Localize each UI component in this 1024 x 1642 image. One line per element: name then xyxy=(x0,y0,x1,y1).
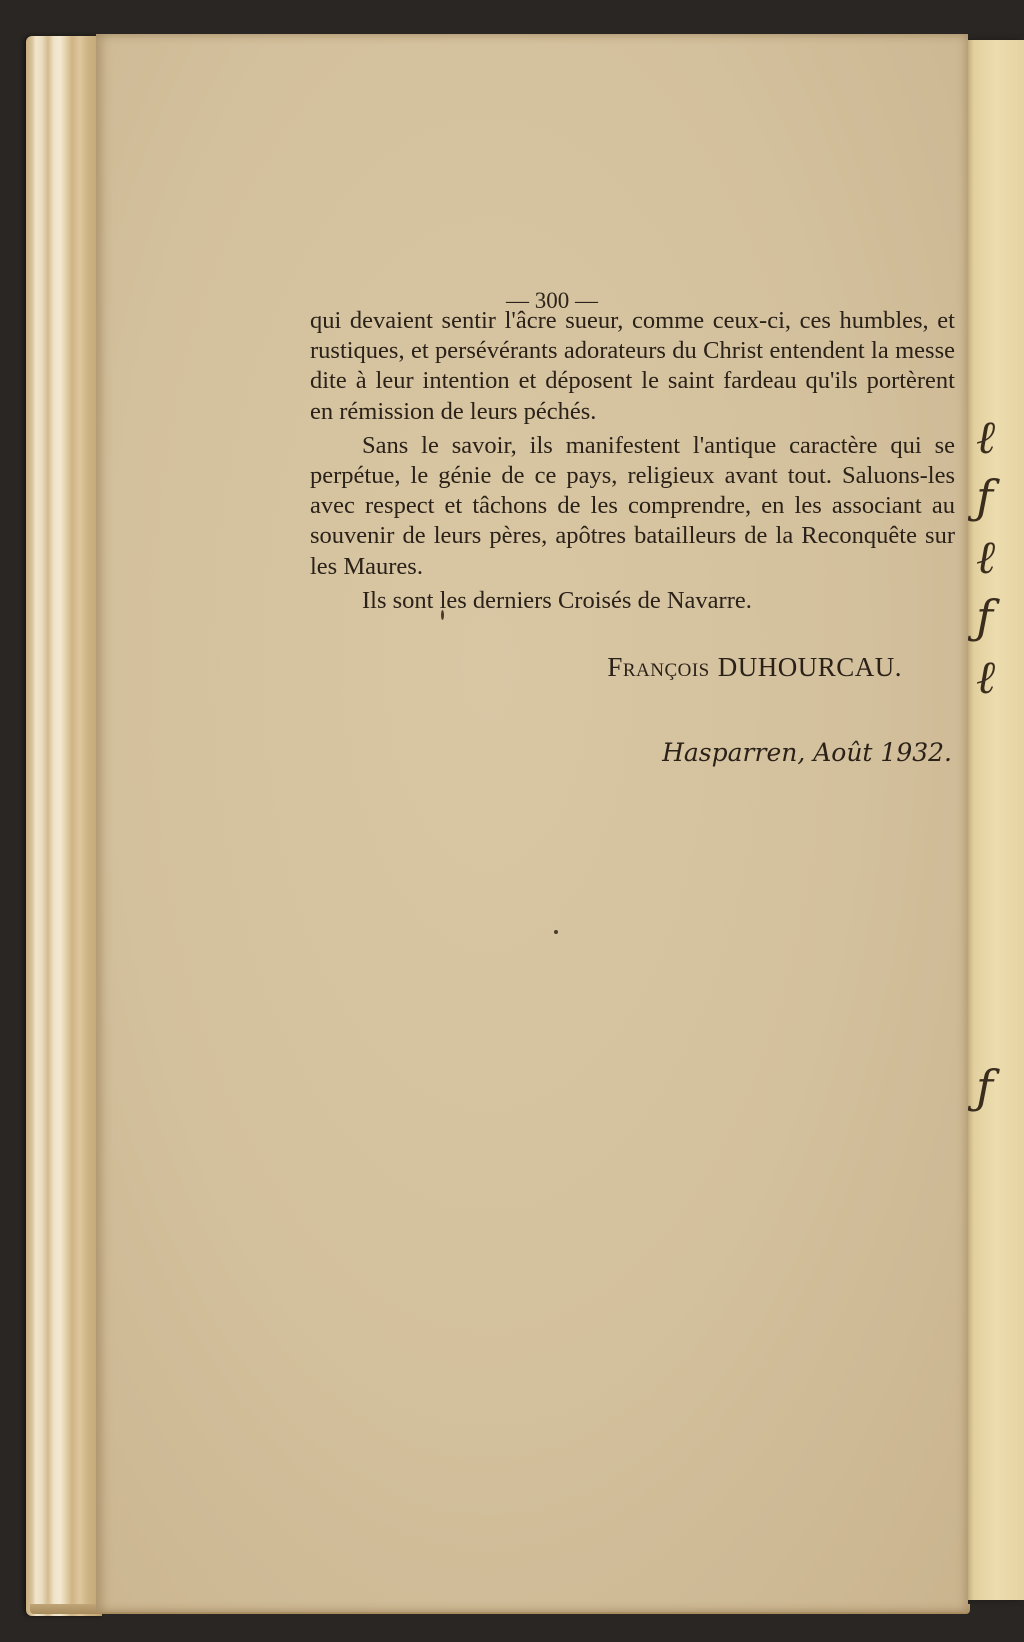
author-signature xyxy=(0,652,902,683)
author-given-name: François xyxy=(607,652,710,682)
paragraph: Sans le savoir, ils manifestent l'antique caractère qui se perpétue, le génie de ce pays, religieux avant tout. Saluons-les avec respect et tâchons de les comprendre, en les associant au souvenir de leurs pères, apôtres batailleurs de la Reconquête sur les Maures. xyxy=(310,431,955,580)
handwriting-mark: ƒ xyxy=(976,470,994,524)
page-number: — 300 — xyxy=(506,288,598,313)
next-page-edge xyxy=(966,40,1024,1600)
body-text xyxy=(310,306,955,616)
handwriting-mark: ƒ xyxy=(976,1060,994,1114)
paragraph: Ils sont les derniers Croisés de Navarre. xyxy=(362,586,752,614)
page-fore-edge xyxy=(26,36,102,1616)
book-page xyxy=(96,34,968,1612)
author-surname: DUHOURCAU. xyxy=(717,652,902,682)
handwriting-mark: ƒ xyxy=(976,590,994,644)
place-date: Hasparren, Août 1932. xyxy=(662,738,952,767)
handwriting-mark: ℓ xyxy=(976,410,996,464)
handwriting-mark: ℓ xyxy=(976,530,996,584)
paper-speck xyxy=(554,930,558,934)
paragraph: qui devaient sentir l'âcre sueur, comme ceux-ci, ces humbles, et rustiques, et persévérants adorateurs du Christ entendent la messe dite à leur intention et déposent le saint fardeau qu'ils portèrent en rémission de leurs péchés. xyxy=(310,307,955,425)
handwriting-mark: ℓ xyxy=(976,650,996,704)
